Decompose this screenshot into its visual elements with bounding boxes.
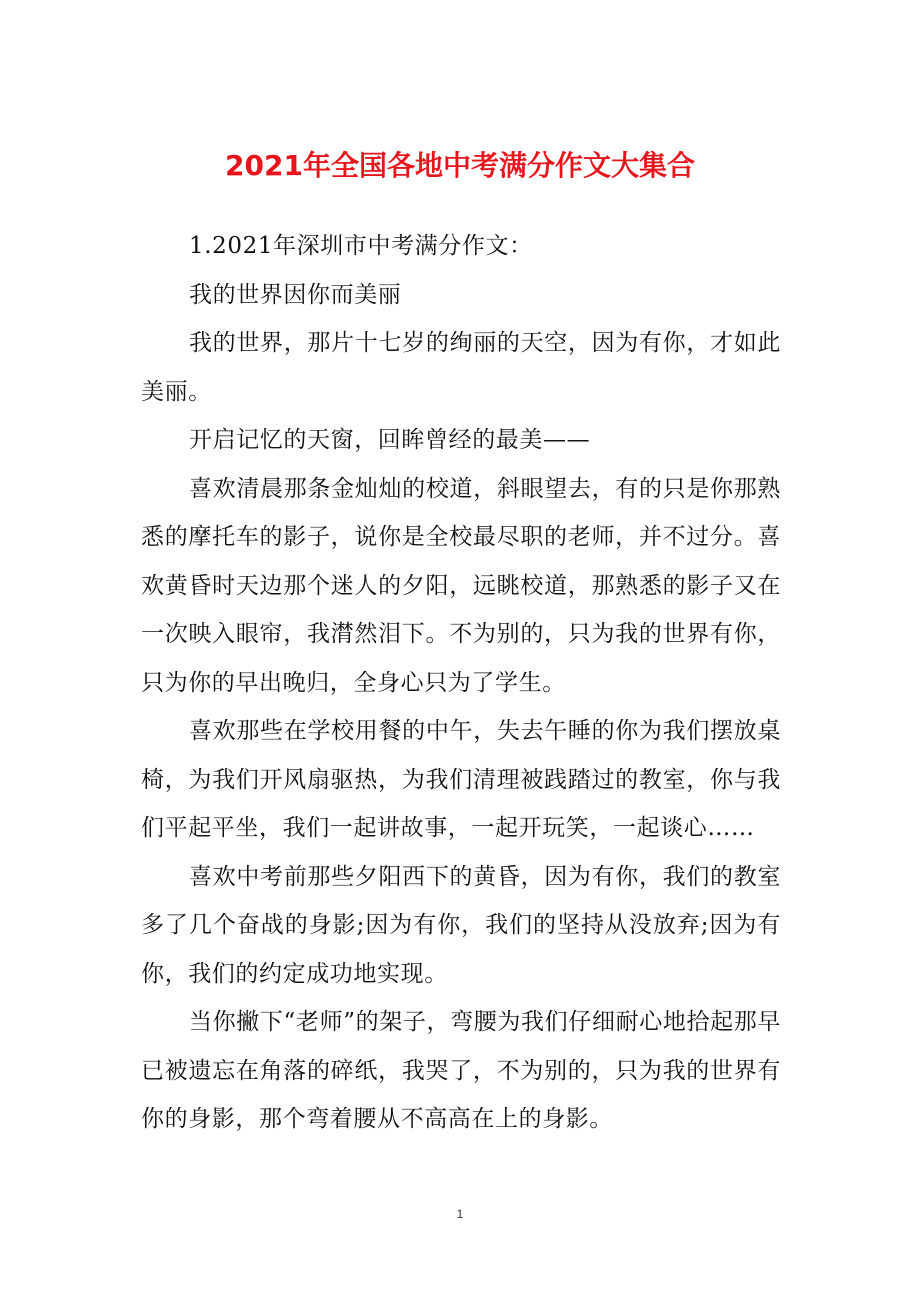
paragraph: 喜欢那些在学校用餐的中午，失去午睡的你为我们摆放桌椅，为我们开风扇驱热，为我们清理被践踏过的教室，你与我们平起平坐，我们一起讲故事，一起开玩笑，一起谈心…… [141,718,781,841]
paragraph: 我的世界，那片十七岁的绚丽的天空，因为有你，才如此美丽。 [141,330,781,405]
paragraph: 喜欢清晨那条金灿灿的校道，斜眼望去，有的只是你那熟悉的摩托车的影子，说你是全校最尽职的老师，并不过分。喜欢黄昏时天边那个迷人的夕阳，远眺校道，那熟悉的影子又在一次映入眼帘，我潸然泪下。不为别的，只为我的世界有你，只为你的早出晚归，全身心只为了学生。 [141,475,781,696]
paragraph-heading: 1.2021年深圳市中考满分作文： [189,233,533,259]
document-title: 2021年全国各地中考满分作文大集合 [225,149,695,182]
page-number: 1 [456,1207,464,1221]
paragraph: 喜欢中考前那些夕阳西下的黄昏，因为有你，我们的教室多了几个奋战的身影;因为有你，我们的坚持从没放弃;因为有你，我们的约定成功地实现。 [141,863,781,987]
paragraph: 当你撇下“老师”的架子，弯腰为我们仔细耐心地拾起那早已被遗忘在角落的碎纸，我哭了，不为别的，只为我的世界有你的身影，那个弯着腰从不高高在上的身影。 [141,1009,781,1132]
paragraph: 开启记忆的天窗，回眸曾经的最美—— [189,427,591,453]
document-body [141,222,781,1144]
paragraph-essay-title: 我的世界因你而美丽 [189,281,402,308]
